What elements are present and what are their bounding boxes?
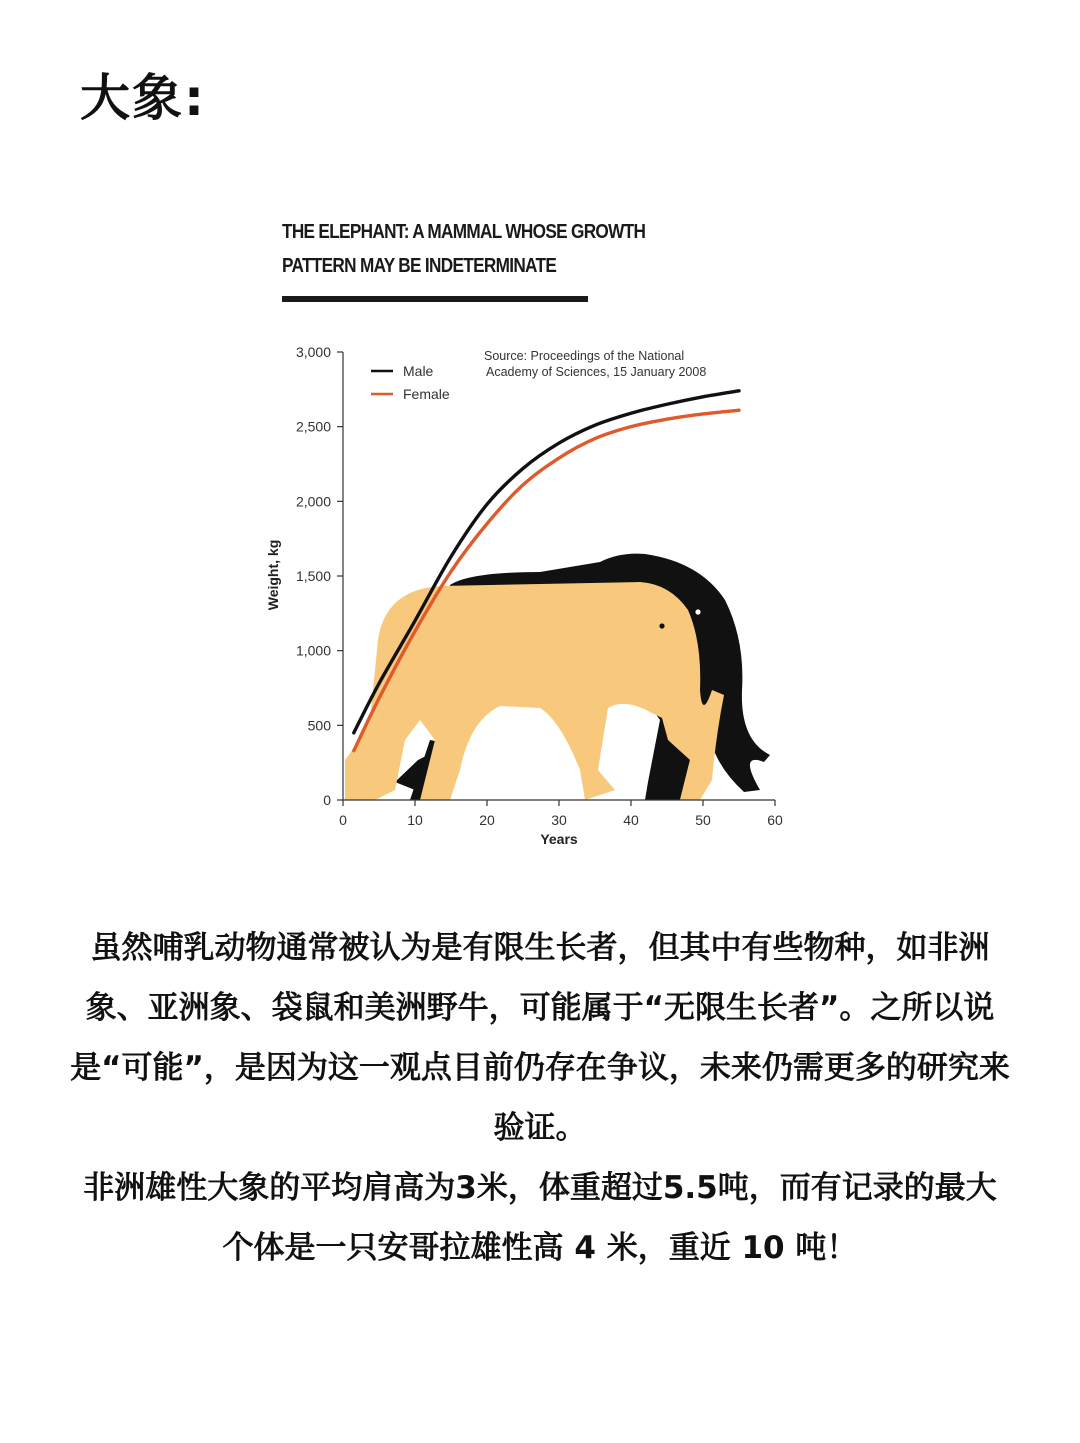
x-tick-label: 10 bbox=[407, 812, 423, 828]
chart-title-line-2: PATTERN MAY BE INDETERMINATE bbox=[282, 255, 557, 277]
source-line-2: Academy of Sciences, 15 January 2008 bbox=[486, 365, 707, 379]
body-text bbox=[70, 918, 1010, 1278]
x-axis-label: Years bbox=[540, 831, 578, 847]
source-line-1: Source: Proceedings of the National bbox=[484, 349, 685, 363]
chart-source-note bbox=[484, 349, 706, 379]
chart-legend bbox=[371, 363, 450, 402]
x-tick-label: 40 bbox=[623, 812, 639, 828]
body-paragraph-1: 虽然哺乳动物通常被认为是有限生长者，但其中有些物种，如非洲象、亚洲象、袋鼠和美洲野牛，可能属于“无限生长者”。之所以说是“可能”，是因为这一观点目前仍存在争议，未来仍需更多的研究来验证。 bbox=[70, 930, 1010, 1146]
x-tick-label: 20 bbox=[479, 812, 495, 828]
x-tick-label: 30 bbox=[551, 812, 567, 828]
chart-title-line-1: THE ELEPHANT: A MAMMAL WHOSE GROWTH bbox=[282, 221, 646, 243]
y-tick-label: 1,500 bbox=[295, 568, 331, 584]
y-tick-label: 2,000 bbox=[295, 493, 331, 510]
page-heading: 大象: bbox=[80, 69, 206, 127]
y-tick-label: 2,500 bbox=[295, 418, 331, 435]
y-tick-label: 0 bbox=[323, 792, 331, 808]
elephant-silhouette-icon bbox=[345, 554, 770, 800]
y-tick-label: 500 bbox=[307, 717, 331, 734]
legend-label-male: Male bbox=[403, 363, 434, 379]
y-axis-label: Weight, kg bbox=[265, 539, 281, 611]
x-tick-label: 0 bbox=[339, 812, 347, 828]
y-tick-label: 3,000 bbox=[295, 344, 331, 360]
legend-label-female: Female bbox=[403, 386, 450, 402]
x-tick-label: 60 bbox=[767, 812, 783, 828]
x-tick-label: 50 bbox=[695, 812, 711, 828]
y-tick-label: 1,000 bbox=[295, 642, 331, 659]
body-paragraph-2: 非洲雄性大象的平均肩高为3米，体重超过5.5吨，而有记录的最大个体是一只安哥拉雄性高 4 米，重近 10 吨！ bbox=[83, 1170, 997, 1266]
